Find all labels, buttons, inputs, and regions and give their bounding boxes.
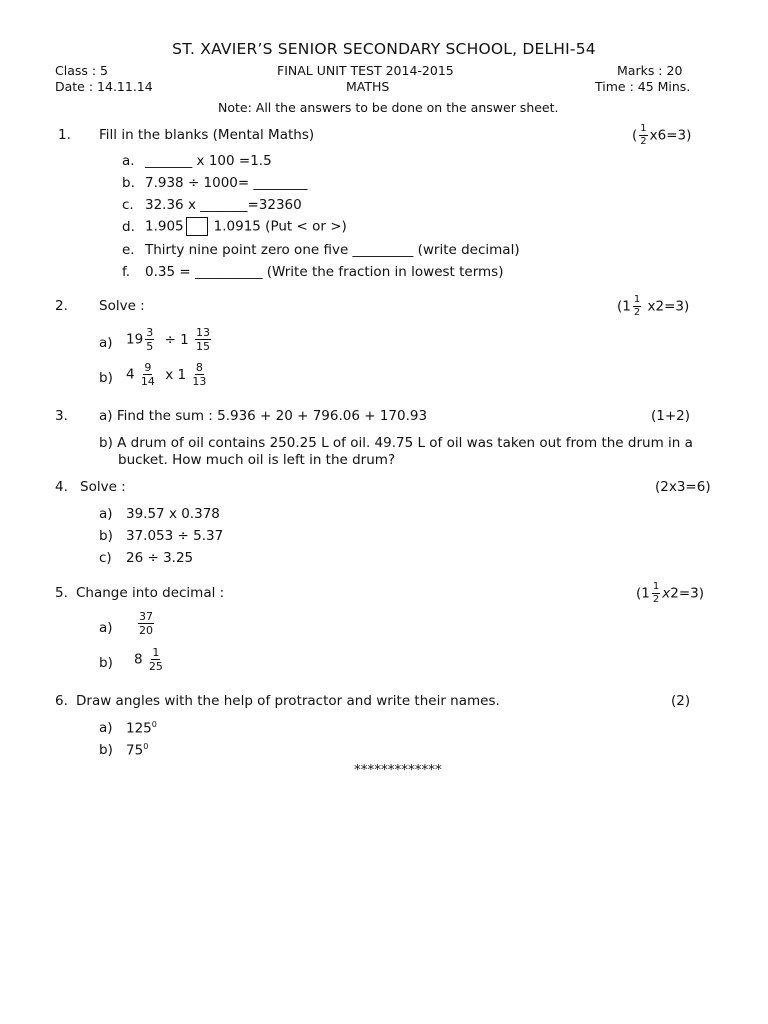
q5-b-label: b) <box>99 655 113 671</box>
q1-text: Fill in the blanks (Mental Maths) <box>99 127 315 143</box>
q6-marks: (2) <box>671 693 691 709</box>
q1-d-label: d. <box>122 219 135 235</box>
q6-number: 6. <box>55 693 68 709</box>
q3-b-line1: b) A drum of oil contains 250.25 L of oil. 49.75 L of oil was taken out from the drum in a <box>99 435 693 451</box>
end-marker: ************* <box>354 762 442 778</box>
q2-a-expression: 19 $\frac{3}{5}$ ÷ 1 $\frac{13}{15}$ <box>126 326 210 353</box>
q6-a-label: a) <box>99 720 113 736</box>
q5-text: Change into decimal : <box>76 585 225 601</box>
q2-number: 2. <box>55 298 68 314</box>
q1-f-label: f. <box>122 264 131 280</box>
q4-b-label: b) <box>99 528 113 544</box>
q5-a-label: a) <box>99 620 113 636</box>
q4-number: 4. <box>55 479 68 495</box>
school-title: ST. XAVIER’S SENIOR SECONDARY SCHOOL, DELHI-54 <box>172 40 596 58</box>
q4-marks: (2x3=6) <box>655 479 711 495</box>
q6-b-angle: $75^0$ <box>126 742 149 759</box>
q1-c-label: c. <box>122 197 134 213</box>
q3-a-text: a) Find the sum : 5.936 + 20 + 796.06 + 170.93 <box>99 408 428 424</box>
q1-a-label: a. <box>122 153 135 169</box>
q3-marks: (1+2) <box>651 408 691 424</box>
q1-e-text: Thirty nine point zero one five _________ (write decimal) <box>145 242 520 258</box>
date-label: Date : 14.11.14 <box>55 79 153 94</box>
q5-a-fraction: $\frac{37}{20}$ <box>139 610 153 637</box>
q1-e-label: e. <box>122 242 135 258</box>
q6-text: Draw angles with the help of protractor and write their names. <box>76 693 500 709</box>
q1-f-text: 0.35 = __________ (Write the fraction in lowest terms) <box>145 264 504 280</box>
q1-b-label: b. <box>122 175 135 191</box>
q5-b-expression: 8 $\frac{1}{25}$ <box>134 646 163 673</box>
test-name: FINAL UNIT TEST 2014-2015 <box>277 63 454 78</box>
q1-number: 1. <box>58 127 71 143</box>
q4-text: Solve : <box>80 479 126 495</box>
q4-a-text: 39.57 x 0.378 <box>126 506 220 522</box>
q4-c-label: c) <box>99 550 112 566</box>
q4-c-text: 26 ÷ 3.25 <box>126 550 194 566</box>
q2-text: Solve : <box>99 298 145 314</box>
q6-a-angle: $125^0$ <box>126 720 157 737</box>
q2-a-label: a) <box>99 335 113 351</box>
q1-c-text: 32.36 x _______=32360 <box>145 197 302 213</box>
subject-label: MATHS <box>346 79 390 94</box>
q1-b-text: 7.938 ÷ 1000= ________ <box>145 175 308 191</box>
q4-b-text: 37.053 ÷ 5.37 <box>126 528 224 544</box>
q2-b-label: b) <box>99 370 113 386</box>
marks-label: Marks : 20 <box>617 63 683 78</box>
time-label: Time : 45 Mins. <box>595 79 691 94</box>
q2-marks: (1 $\frac{1}{2}$ x2=3) <box>617 294 690 318</box>
q6-b-label: b) <box>99 742 113 758</box>
q1-a-text: _______ x 100 =1.5 <box>145 153 272 169</box>
class-label: Class : 5 <box>55 63 108 78</box>
q1-marks: ( $\frac{1}{2}$ x6=3) <box>632 123 692 147</box>
q5-number: 5. <box>55 585 68 601</box>
note: Note: All the answers to be done on the answer sheet. <box>218 100 559 115</box>
q1-d-text: 1.905 1.0915 (Put < or >) <box>145 218 347 235</box>
q3-b-line2: bucket. How much oil is left in the drum? <box>118 452 396 468</box>
comparison-box <box>186 217 208 236</box>
q5-marks: (1 $\frac{1}{2}$ x2=3) <box>636 581 704 605</box>
q3-number: 3. <box>55 408 68 424</box>
q4-a-label: a) <box>99 506 113 522</box>
q2-b-expression: 4 $\frac{9}{14}$ x 1 $\frac{8}{13}$ <box>126 361 207 388</box>
